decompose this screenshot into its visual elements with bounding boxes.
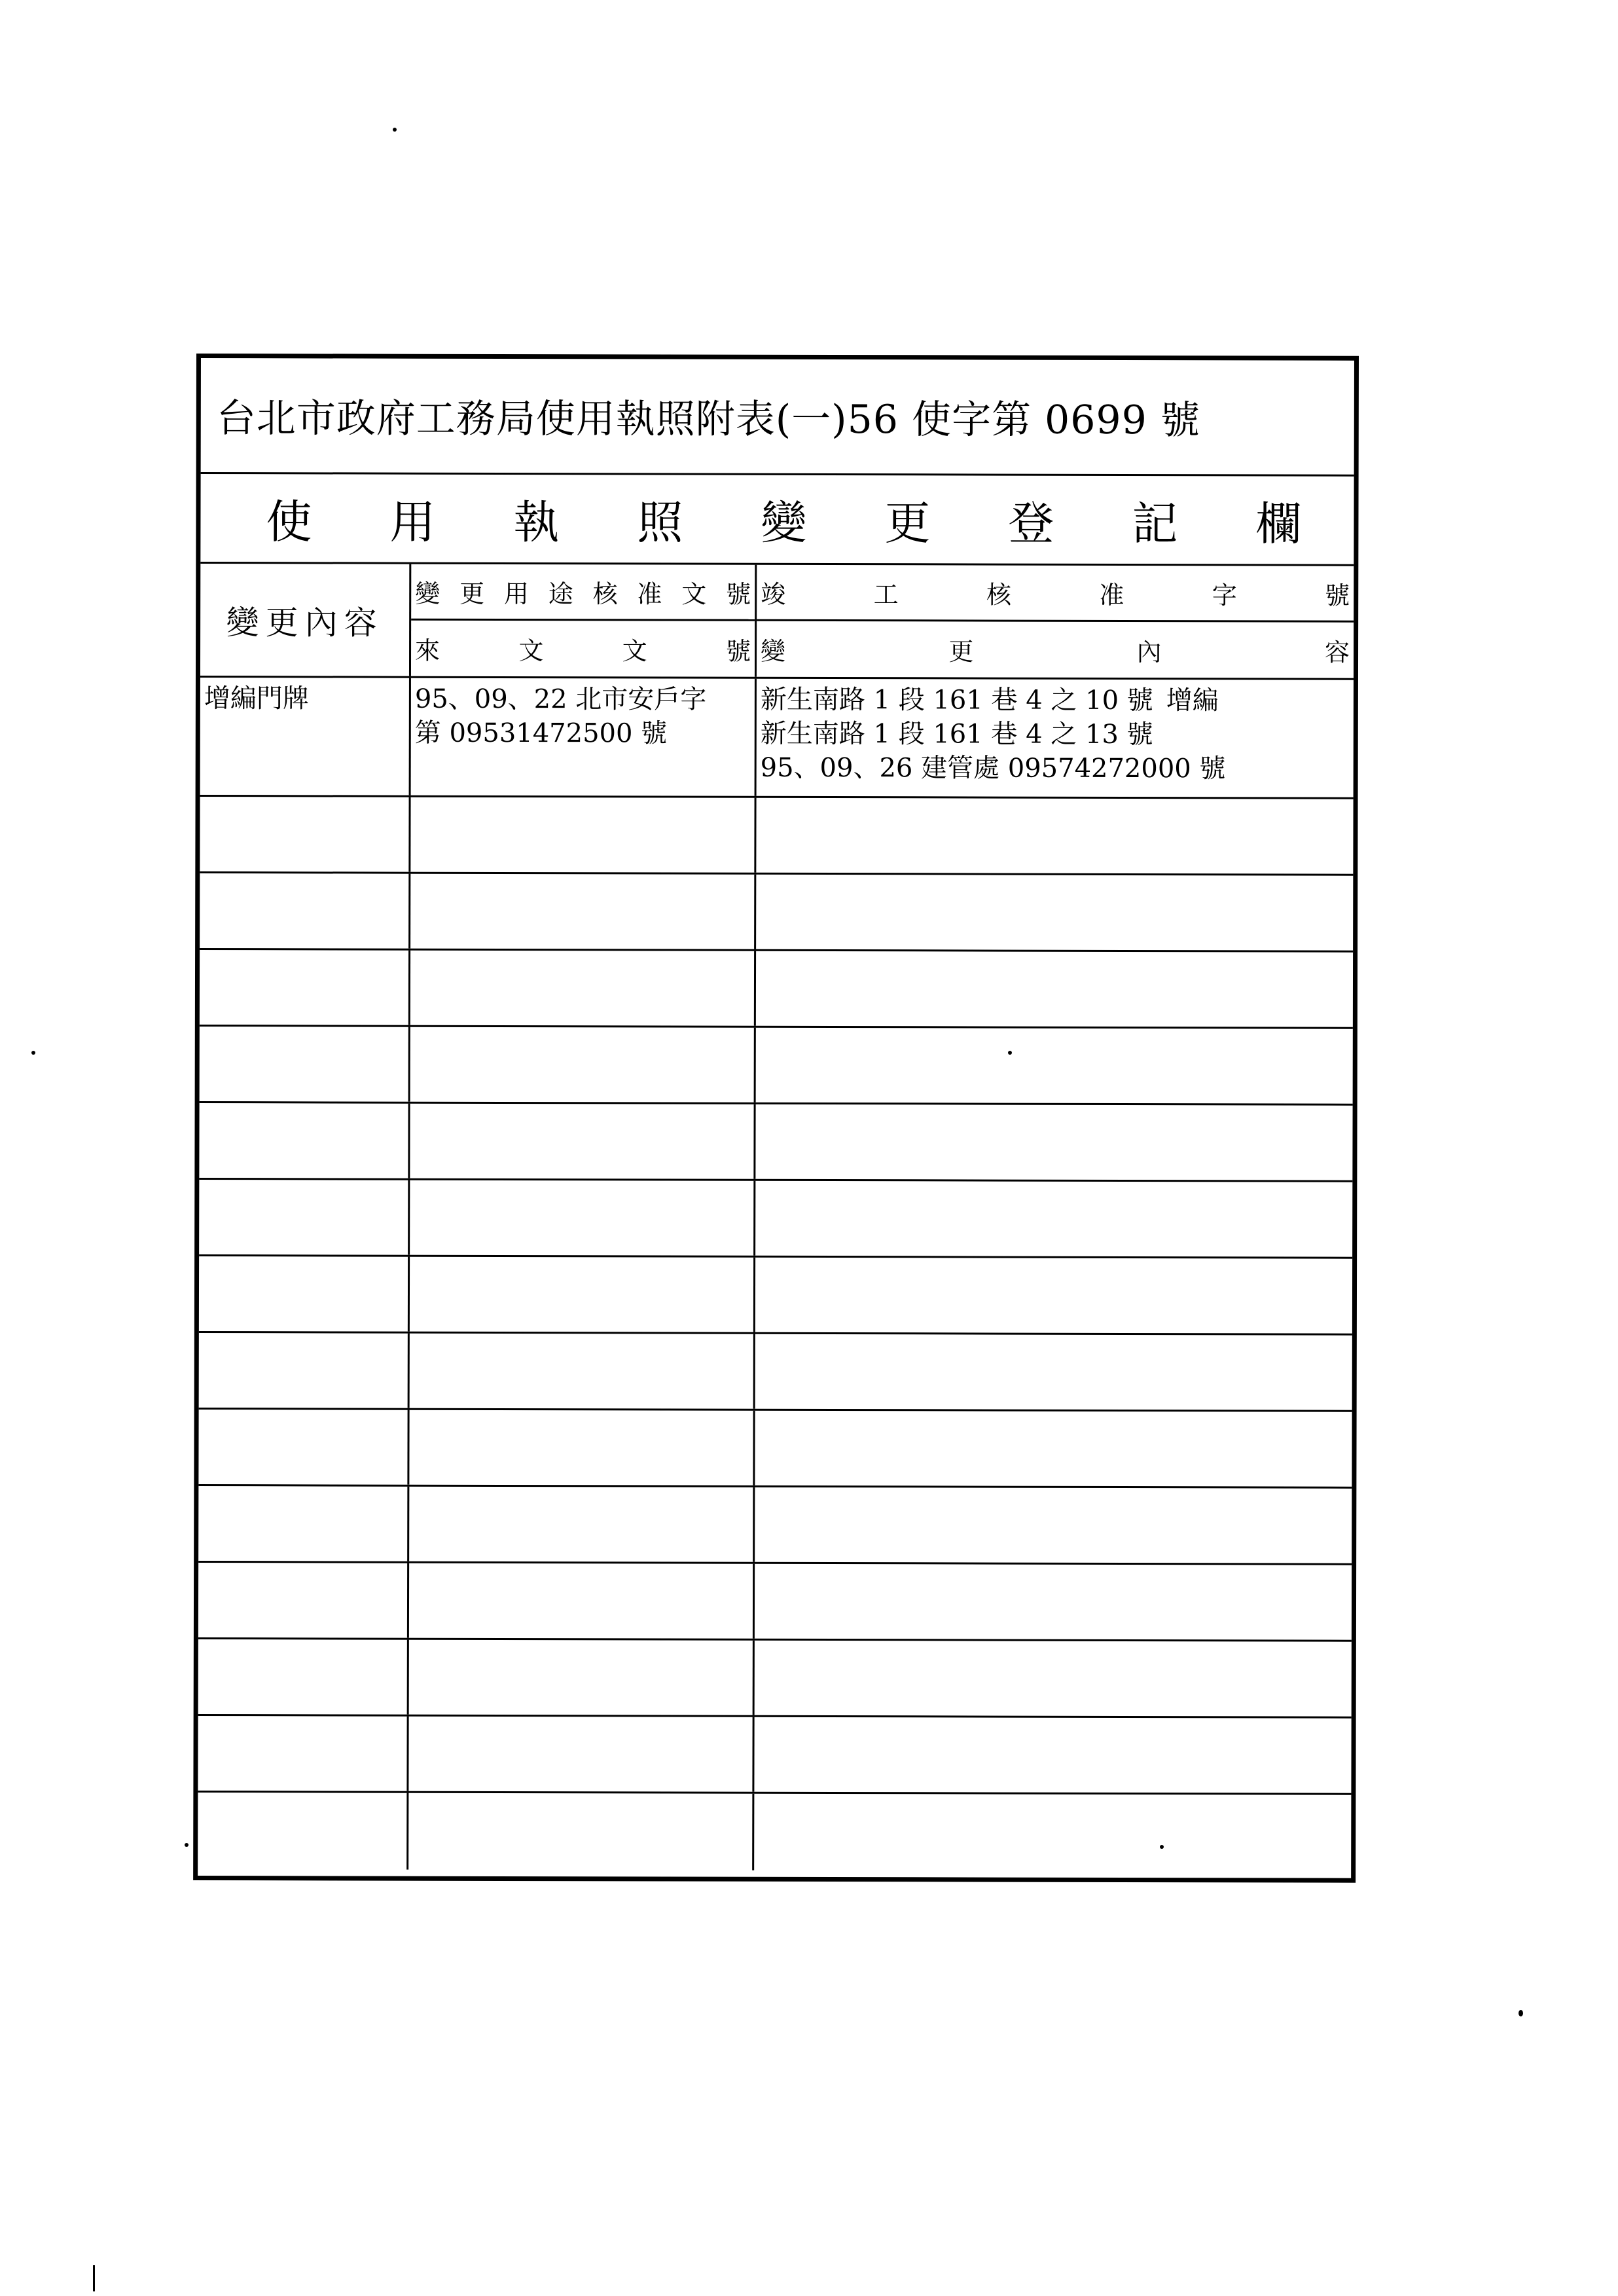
- doc-no-line: 95、09、22 北市安戶字: [414, 683, 707, 715]
- table-row-empty: [198, 1563, 1352, 1642]
- section-title-char: 登: [1008, 496, 1054, 551]
- scan-speck: [1008, 1051, 1012, 1055]
- section-title-char: 記: [1132, 496, 1178, 551]
- table-row-empty: [199, 1333, 1352, 1412]
- empty-cell: [198, 1410, 409, 1485]
- header-incoming-doc-no: [411, 620, 755, 677]
- header-approval-doc-no: [411, 564, 755, 621]
- change-tag: 增編: [1166, 685, 1219, 716]
- empty-cell: [756, 875, 1353, 951]
- section-title-char: 執: [513, 495, 560, 549]
- table-row-empty: [198, 1716, 1351, 1795]
- change-line: [761, 683, 1350, 718]
- empty-cell: [754, 1794, 1351, 1872]
- empty-cell: [200, 1027, 410, 1102]
- change-line: 新生南路 1 段 161 巷 4 之 13 號: [760, 718, 1153, 750]
- table-header: [200, 564, 1354, 680]
- header-doc-column: [411, 564, 757, 677]
- empty-cell: [408, 1717, 754, 1792]
- table-row-empty: [200, 950, 1353, 1029]
- header-char: 途: [548, 579, 573, 608]
- table-body: [198, 678, 1354, 1878]
- scan-speck: [1160, 1845, 1164, 1849]
- header-char: 變: [415, 579, 440, 608]
- section-title-char: 用: [389, 495, 436, 549]
- section-title-char: 欄: [1255, 496, 1302, 551]
- header-char: 文: [681, 579, 707, 609]
- header-char: 號: [726, 579, 751, 609]
- header-char: 來: [415, 636, 440, 665]
- empty-cell: [755, 1411, 1352, 1487]
- row-item: 增編門牌: [200, 678, 411, 795]
- empty-cell: [409, 1563, 755, 1639]
- empty-cell: [200, 797, 410, 872]
- empty-cell: [755, 1104, 1352, 1180]
- empty-cell: [756, 951, 1353, 1027]
- empty-cell: [409, 1410, 755, 1485]
- empty-cell: [755, 1487, 1352, 1563]
- header-char: 用: [503, 579, 529, 608]
- empty-cell: [755, 1564, 1352, 1640]
- header-char: 變: [761, 636, 786, 666]
- empty-cell: [410, 1257, 755, 1332]
- table-row: [200, 678, 1354, 799]
- empty-cell: [199, 1256, 410, 1332]
- table-row-empty: [199, 1256, 1352, 1336]
- empty-cell: [200, 873, 410, 949]
- empty-cell: [410, 1027, 756, 1102]
- header-change-detail: [757, 621, 1354, 678]
- table-row-empty: [198, 1486, 1352, 1565]
- header-change-column: [757, 565, 1354, 678]
- header-char: 字: [1212, 581, 1237, 610]
- table-row-empty: [198, 1639, 1352, 1719]
- empty-cell: [198, 1716, 408, 1791]
- header-char: 號: [1325, 581, 1350, 610]
- empty-cell: [198, 1793, 408, 1870]
- table-row-empty: [200, 797, 1353, 876]
- empty-cell: [408, 1793, 754, 1870]
- table-row-empty: [199, 1103, 1352, 1182]
- scan-speck: [393, 128, 397, 132]
- empty-cell: [756, 798, 1353, 874]
- empty-cell: [409, 1487, 755, 1562]
- document-title: 台北市政府工務局使用執照附表(一)56 使字第 0699 號: [201, 358, 1354, 477]
- empty-cell: [199, 1103, 410, 1178]
- empty-cell: [754, 1717, 1351, 1793]
- table-row-empty: [200, 873, 1353, 953]
- empty-cell: [755, 1258, 1352, 1334]
- header-char: 准: [1099, 580, 1124, 610]
- header-char: 容: [1324, 638, 1350, 667]
- header-char: 號: [725, 636, 751, 666]
- empty-cell: [410, 951, 756, 1026]
- empty-cell: [755, 1641, 1352, 1717]
- empty-cell: [756, 1028, 1353, 1104]
- empty-cell: [199, 1180, 410, 1255]
- empty-cell: [198, 1486, 409, 1561]
- empty-cell: [410, 1334, 755, 1409]
- section-title-char: 使: [266, 494, 312, 549]
- empty-cell: [200, 950, 410, 1025]
- section-title: [200, 474, 1354, 566]
- header-char: 竣: [761, 579, 786, 609]
- empty-cell: [409, 1640, 755, 1715]
- table-row-empty: [198, 1410, 1352, 1489]
- empty-cell: [410, 874, 756, 949]
- header-char: 核: [592, 579, 618, 609]
- scan-speck: [1519, 2010, 1523, 2016]
- row-doc-no: [411, 678, 757, 796]
- scan-edge-mark: [93, 2265, 95, 2291]
- section-title-char: 更: [884, 496, 931, 550]
- scan-speck: [31, 1051, 35, 1055]
- row-change-detail: [757, 679, 1354, 797]
- header-char: 內: [1136, 637, 1162, 666]
- table-row-empty: [199, 1180, 1352, 1259]
- table-row-empty: [200, 1027, 1353, 1106]
- header-char: 更: [459, 579, 485, 608]
- change-line-text: 新生南路 1 段 161 巷 4 之 10 號: [760, 684, 1153, 716]
- header-completion-approval-no: [757, 565, 1354, 622]
- section-title-char: 照: [637, 495, 683, 550]
- header-char: 核: [986, 580, 1012, 610]
- empty-cell: [410, 1104, 755, 1179]
- header-change-content: 變更內容: [200, 564, 411, 676]
- empty-cell: [198, 1563, 409, 1638]
- empty-cell: [755, 1334, 1352, 1410]
- empty-cell: [198, 1639, 409, 1715]
- table-row-empty: [198, 1793, 1351, 1872]
- empty-cell: [410, 797, 756, 873]
- header-char: 准: [637, 579, 662, 609]
- header-char: 文: [622, 636, 647, 666]
- header-char: 文: [518, 636, 544, 665]
- empty-cell: [410, 1180, 755, 1256]
- doc-no-line: 第 09531472500 號: [414, 718, 668, 749]
- empty-cell: [755, 1181, 1352, 1257]
- change-line: 95、09、26 建管處 09574272000 號: [760, 752, 1226, 784]
- header-char: 工: [873, 579, 899, 609]
- registration-table: [193, 354, 1359, 1883]
- scan-speck: [185, 1843, 189, 1847]
- section-title-char: 變: [761, 496, 807, 550]
- empty-cell: [199, 1333, 410, 1408]
- header-char: 更: [948, 637, 974, 666]
